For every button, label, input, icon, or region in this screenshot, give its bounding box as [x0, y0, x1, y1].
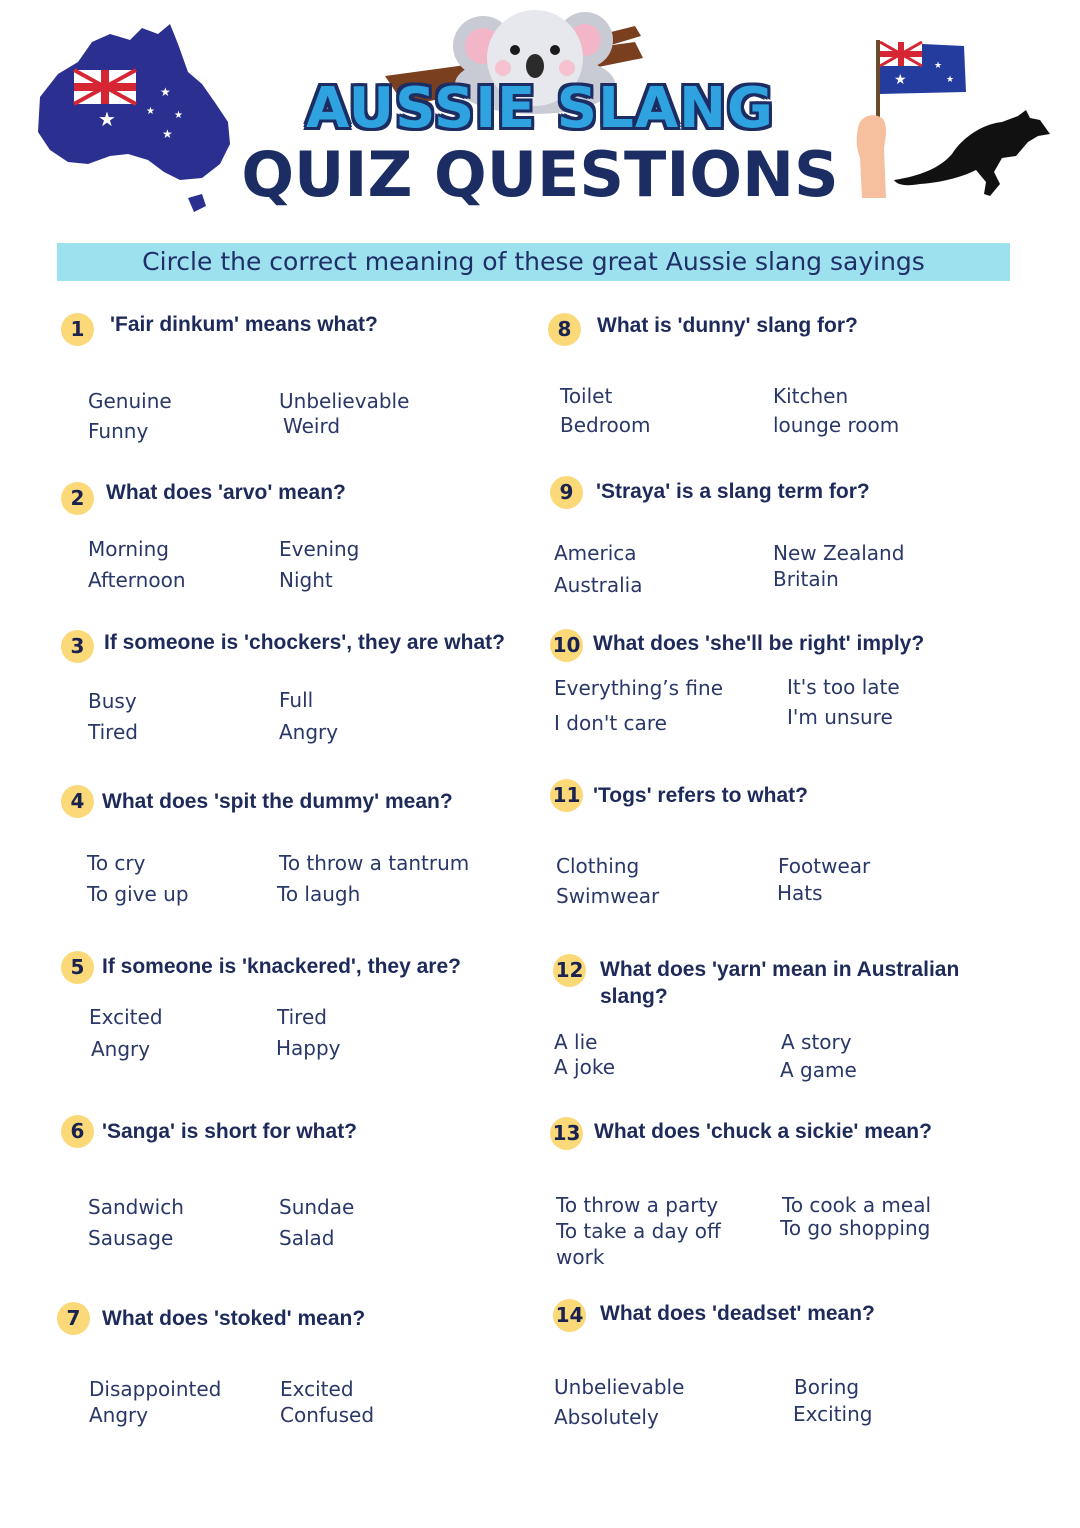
answer-option[interactable]: To throw a tantrum [279, 851, 470, 875]
answer-option[interactable]: Kitchen [773, 384, 849, 408]
svg-text:★: ★ [162, 127, 173, 141]
question-number-badge: 1 [61, 313, 94, 346]
answer-option[interactable]: I'm unsure [787, 705, 893, 729]
answer-option[interactable]: Unbelievable [279, 389, 410, 413]
svg-text:★: ★ [946, 75, 955, 85]
question-text: What does 'deadset' mean? [600, 1302, 875, 1325]
question-text: What does 'arvo' mean? [106, 481, 346, 504]
question-text: 'Sanga' is short for what? [102, 1120, 358, 1143]
answer-option[interactable]: A game [780, 1058, 857, 1082]
answer-option[interactable]: Disappointed [89, 1377, 222, 1401]
answer-option[interactable]: Unbelievable [554, 1375, 685, 1399]
answer-option[interactable]: Full [279, 688, 314, 712]
instruction-banner [57, 243, 1010, 281]
answer-option[interactable]: Angry [89, 1403, 149, 1427]
answer-option[interactable]: Excited [280, 1377, 354, 1401]
answer-option[interactable]: Hats [777, 881, 823, 905]
answer-option[interactable]: America [554, 541, 637, 565]
answer-option[interactable]: It's too late [787, 675, 900, 699]
question-text: 'Fair dinkum' means what? [110, 313, 378, 336]
question-text: 'Togs' refers to what? [593, 784, 808, 807]
answer-option[interactable]: New Zealand [773, 541, 905, 565]
question-number-badge: 7 [57, 1302, 90, 1335]
answer-option[interactable]: To cry [87, 851, 146, 875]
answer-option[interactable]: Weird [283, 414, 341, 438]
answer-option[interactable]: Britain [773, 567, 839, 591]
answer-option[interactable]: I don't care [554, 711, 667, 735]
answer-option[interactable]: Excited [89, 1005, 163, 1029]
question-text: If someone is 'chockers', they are what? [104, 631, 505, 654]
answer-option[interactable]: Absolutely [554, 1405, 659, 1429]
answer-option[interactable]: Exciting [793, 1402, 873, 1426]
answer-option[interactable]: To give up [87, 882, 189, 906]
answer-option[interactable]: Swimwear [556, 884, 660, 908]
instruction-text: Circle the correct meaning of these great Aussie slang sayings [142, 247, 925, 276]
question-number-badge: 3 [61, 630, 94, 663]
answer-option[interactable]: Funny [88, 419, 149, 443]
answer-option[interactable]: Angry [279, 720, 339, 744]
answer-option[interactable]: Sundae [279, 1195, 355, 1219]
question-number-badge: 8 [548, 313, 581, 346]
question-number-badge: 2 [61, 482, 94, 515]
svg-text:★: ★ [934, 61, 943, 71]
answer-option[interactable]: Australia [554, 573, 643, 597]
question-number-badge: 9 [550, 476, 583, 509]
title-line-1: AUSSIE SLANG [305, 76, 774, 141]
answer-option[interactable]: Busy [88, 689, 137, 713]
answer-option[interactable]: Bedroom [560, 413, 651, 437]
svg-text:★: ★ [894, 72, 907, 88]
svg-text:★: ★ [174, 110, 183, 121]
answer-option[interactable]: A joke [554, 1055, 616, 1079]
answer-option[interactable]: Tired [277, 1005, 327, 1029]
answer-option[interactable]: Morning [88, 537, 169, 561]
answer-option[interactable]: A lie [554, 1030, 598, 1054]
svg-text:★: ★ [160, 85, 171, 99]
question-number-badge: 6 [61, 1115, 94, 1148]
question-text: What does 'chuck a sickie' mean? [594, 1120, 932, 1143]
svg-text:★: ★ [98, 107, 116, 131]
answer-option[interactable]: Everything’s fine [554, 676, 723, 700]
answer-option[interactable]: To go shopping [780, 1216, 931, 1240]
answer-option[interactable]: Sandwich [88, 1195, 184, 1219]
answer-option[interactable]: Sausage [88, 1226, 174, 1250]
answer-option[interactable]: A story [781, 1030, 852, 1054]
answer-option[interactable]: Boring [794, 1375, 860, 1399]
answer-option[interactable]: Confused [280, 1403, 375, 1427]
answer-option[interactable]: Angry [91, 1037, 151, 1061]
question-number-badge: 12 [553, 954, 586, 987]
question-number-badge: 4 [61, 785, 94, 818]
question-number-badge: 14 [553, 1299, 586, 1332]
svg-text:★: ★ [146, 106, 155, 117]
answer-option[interactable]: To laugh [277, 882, 361, 906]
answer-option[interactable]: Night [279, 568, 333, 592]
question-number-badge: 11 [550, 779, 583, 812]
question-text: What is 'dunny' slang for? [597, 314, 858, 337]
question-text: What does 'she'll be right' imply? [593, 632, 925, 655]
question-number-badge: 10 [550, 629, 583, 662]
question-text: What does 'spit the dummy' mean? [102, 790, 453, 813]
question-text: What does 'yarn' mean in Australian slang? [600, 958, 960, 1008]
question-text: 'Straya' is a slang term for? [596, 480, 870, 503]
answer-option[interactable]: Footwear [778, 854, 871, 878]
title-line-2: QUIZ QUESTIONS [241, 138, 839, 211]
answer-option[interactable]: Tired [88, 720, 138, 744]
answer-option[interactable]: To take a day off work [556, 1219, 721, 1269]
answer-option[interactable]: Salad [279, 1226, 335, 1250]
answer-option[interactable]: Clothing [556, 854, 640, 878]
question-text: If someone is 'knackered', they are? [102, 955, 461, 978]
answer-option[interactable]: To throw a party [556, 1193, 719, 1217]
answer-option[interactable]: Genuine [88, 389, 172, 413]
question-number-badge: 13 [550, 1117, 583, 1150]
answer-option[interactable]: lounge room [773, 413, 900, 437]
question-number-badge: 5 [61, 951, 94, 984]
question-text: What does 'stoked' mean? [102, 1307, 366, 1330]
answer-option[interactable]: Afternoon [88, 568, 186, 592]
answer-option[interactable]: To cook a meal [782, 1193, 932, 1217]
answer-option[interactable]: Evening [279, 537, 360, 561]
answer-option[interactable]: Happy [276, 1036, 341, 1060]
answer-option[interactable]: Toilet [560, 384, 613, 408]
